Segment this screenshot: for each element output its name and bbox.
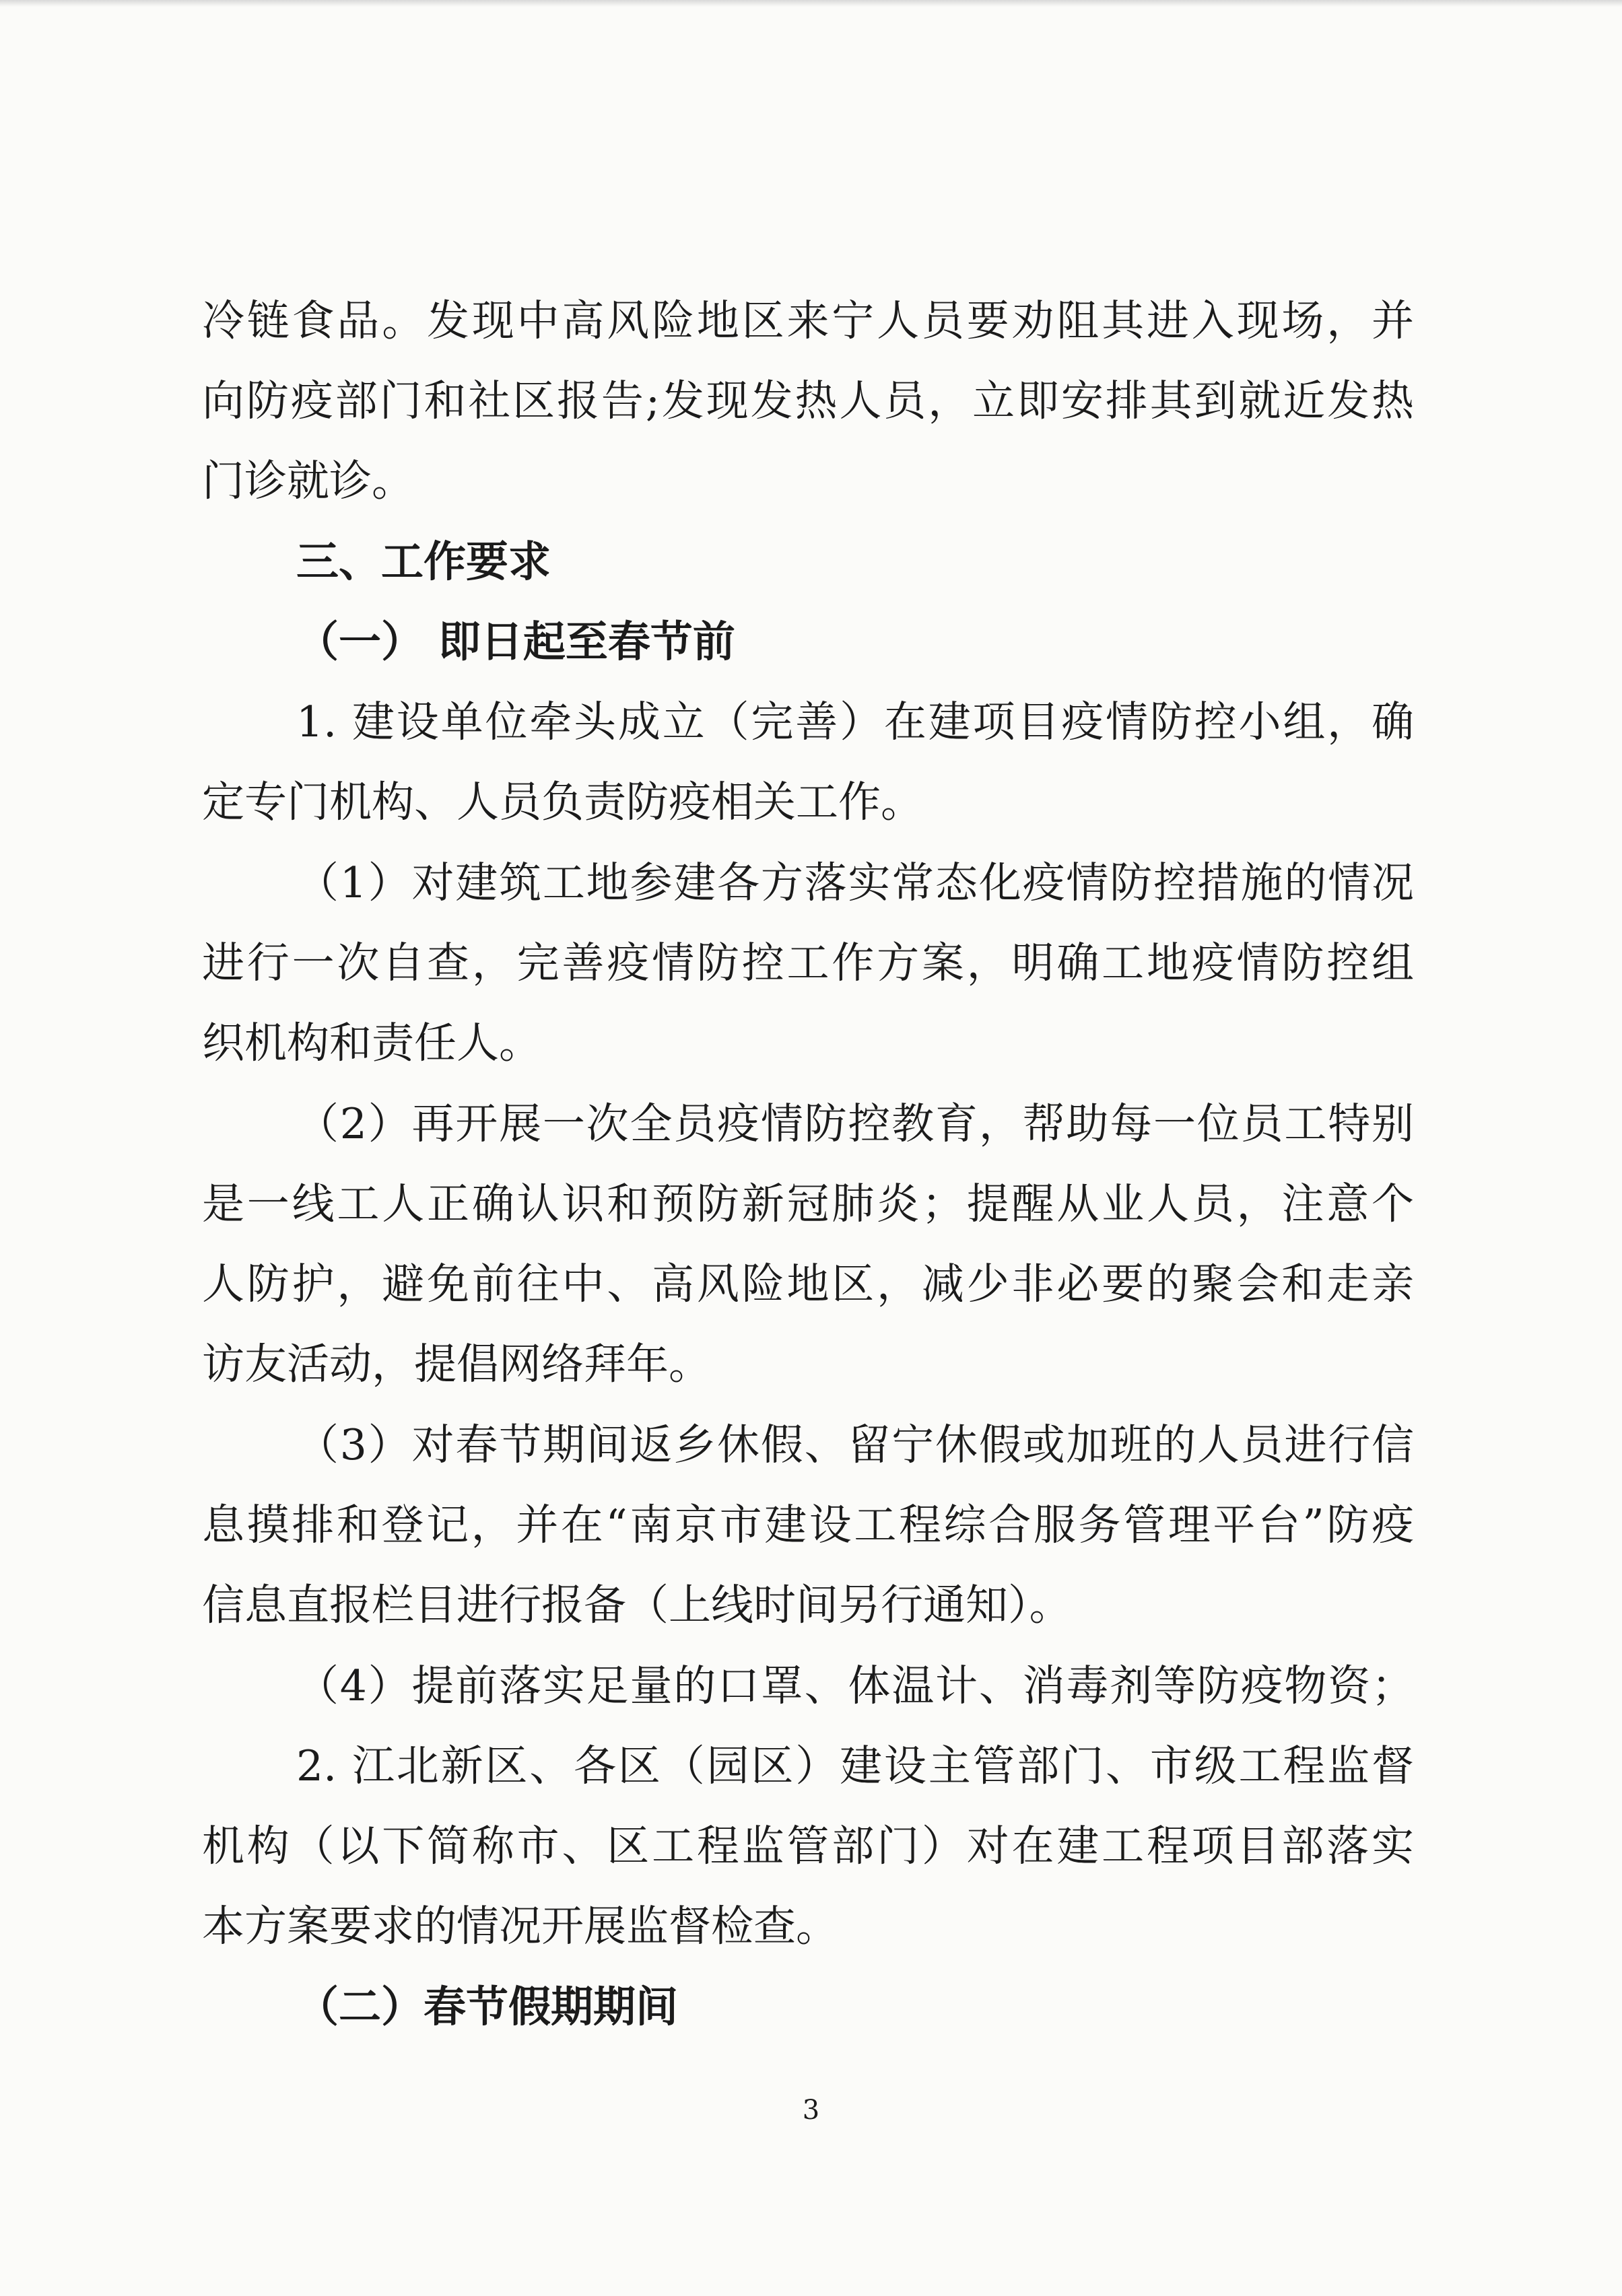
paragraph-line: 织机构和责任人。 <box>202 1018 541 1068</box>
paragraph-line: 本方案要求的情况开展监督检查。 <box>202 1902 838 1951</box>
paragraph-line: 访友活动，提倡网络拜年。 <box>202 1340 711 1389</box>
paragraph-line: 信息直报栏目进行报备（上线时间另行通知）。 <box>202 1580 1072 1630</box>
paragraph-line: 息摸排和登记，并在“南京市建设工程综合服务管理平台”防疫 <box>202 1500 1414 1550</box>
paragraph-line: （2）再开展一次全员疫情防控教育，帮助每一位员工特别 <box>296 1099 1414 1148</box>
subsection-heading: （一） 即日起至春节前 <box>296 617 735 666</box>
paragraph-line: 2. 江北新区、各区（园区）建设主管部门、市级工程监督 <box>296 1741 1414 1790</box>
paragraph-line: 门诊就诊。 <box>202 456 414 506</box>
paragraph-line: 进行一次自查，完善疫情防控工作方案，明确工地疫情防控组 <box>202 938 1414 987</box>
paragraph-line: 机构（以下简称市、区工程监管部门）对在建工程项目部落实 <box>202 1821 1414 1871</box>
page-top-edge <box>0 0 1622 7</box>
paragraph-line: （3）对春节期间返乡休假、留宁休假或加班的人员进行信 <box>296 1420 1414 1469</box>
paragraph-line: （1）对建筑工地参建各方落实常态化疫情防控措施的情况 <box>296 858 1414 907</box>
paragraph-line: 冷链食品。发现中高风险地区来宁人员要劝阻其进入现场，并 <box>202 296 1414 345</box>
page-number: 3 <box>802 2095 820 2126</box>
paragraph-line: 人防护，避免前往中、高风险地区，减少非必要的聚会和走亲 <box>202 1259 1414 1309</box>
section-heading: 三、工作要求 <box>296 537 551 586</box>
subsection-heading: （二）春节假期期间 <box>296 1982 678 2031</box>
paragraph-line: 定专门机构、人员负责防疫相关工作。 <box>202 777 923 827</box>
paragraph-line: （4）提前落实足量的口罩、体温计、消毒剂等防疫物资； <box>296 1661 1414 1710</box>
paragraph-line: 是一线工人正确认识和预防新冠肺炎；提醒从业人员，注意个 <box>202 1179 1414 1228</box>
paragraph-line: 向防疫部门和社区报告;发现发热人员，立即安排其到就近发热 <box>202 376 1414 425</box>
paragraph-line: 1. 建设单位牵头成立（完善）在建项目疫情防控小组，确 <box>296 697 1414 746</box>
